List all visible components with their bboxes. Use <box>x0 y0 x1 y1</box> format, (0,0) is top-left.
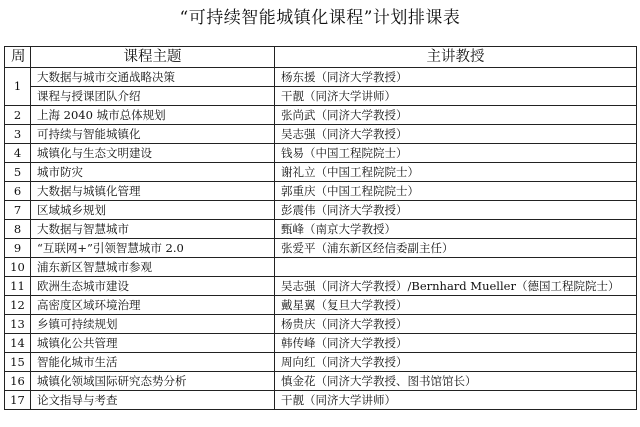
table-row <box>5 391 637 410</box>
lecturer-cell: 张爱平（浦东新区经信委副主任） <box>275 239 637 258</box>
lecturer-cell: 谢礼立（中国工程院院士） <box>275 163 637 182</box>
week-cell: 9 <box>5 239 31 258</box>
table-row <box>5 353 637 372</box>
table-row <box>5 277 637 296</box>
topic-cell: 城镇化与生态文明建设 <box>31 144 275 163</box>
topic-cell: 可持续与智能城镇化 <box>31 125 275 144</box>
lecturer-cell: 周向红（同济大学教授） <box>275 353 637 372</box>
topic-cell: 城镇化公共管理 <box>31 334 275 353</box>
lecturer-cell: 甄峰（南京大学教授） <box>275 220 637 239</box>
week-cell: 3 <box>5 125 31 144</box>
week-cell: 14 <box>5 334 31 353</box>
topic-cell: 城市防灾 <box>31 163 275 182</box>
table-row <box>5 182 637 201</box>
lecturer-cell <box>275 258 637 277</box>
table-row <box>5 258 637 277</box>
header-lecturer: 主讲教授 <box>275 47 637 68</box>
week-cell: 15 <box>5 353 31 372</box>
table-row <box>5 144 637 163</box>
table-row <box>5 106 637 125</box>
topic-cell: 课程与授课团队介绍 <box>31 87 275 106</box>
topic-cell: 大数据与智慧城市 <box>31 220 275 239</box>
table-row <box>5 239 637 258</box>
topic-cell: 上海 2040 城市总体规划 <box>31 106 275 125</box>
topic-cell: 浦东新区智慧城市参观 <box>31 258 275 277</box>
week-cell: 8 <box>5 220 31 239</box>
table-row <box>5 125 637 144</box>
table-row <box>5 163 637 182</box>
week-cell: 4 <box>5 144 31 163</box>
topic-cell: 区域城乡规划 <box>31 201 275 220</box>
table-row <box>5 68 637 87</box>
topic-cell: 论文指导与考查 <box>31 391 275 410</box>
week-cell: 16 <box>5 372 31 391</box>
table-row <box>5 315 637 334</box>
lecturer-cell: 干靓（同济大学讲师） <box>275 391 637 410</box>
topic-cell: 大数据与城镇化管理 <box>31 182 275 201</box>
lecturer-cell: 杨贵庆（同济大学教授） <box>275 315 637 334</box>
lecturer-cell: 吴志强（同济大学教授）/Bernhard Mueller（德国工程院院士） <box>275 277 637 296</box>
topic-cell: 乡镇可持续规划 <box>31 315 275 334</box>
table-row <box>5 334 637 353</box>
header-topic: 课程主题 <box>31 47 275 68</box>
table-row <box>5 87 637 106</box>
week-cell: 17 <box>5 391 31 410</box>
topic-cell: 欧洲生态城市建设 <box>31 277 275 296</box>
lecturer-cell: 干靓（同济大学讲师） <box>275 87 637 106</box>
week-cell: 1 <box>5 68 31 106</box>
table-row <box>5 296 637 315</box>
topic-cell: 大数据与城市交通战略决策 <box>31 68 275 87</box>
week-cell: 6 <box>5 182 31 201</box>
topic-cell: 高密度区域环境治理 <box>31 296 275 315</box>
lecturer-cell: 钱易（中国工程院院士） <box>275 144 637 163</box>
week-cell: 2 <box>5 106 31 125</box>
schedule-table <box>4 46 637 410</box>
week-cell: 10 <box>5 258 31 277</box>
header-row <box>5 47 637 68</box>
lecturer-cell: 戴星翼（复旦大学教授） <box>275 296 637 315</box>
week-cell: 11 <box>5 277 31 296</box>
week-cell: 12 <box>5 296 31 315</box>
document-title: “可持续智能城镇化课程”计划排课表 <box>179 8 461 28</box>
lecturer-cell: 郭重庆（中国工程院院士） <box>275 182 637 201</box>
week-cell: 13 <box>5 315 31 334</box>
lecturer-cell: 张尚武（同济大学教授） <box>275 106 637 125</box>
topic-cell: 城镇化领域国际研究态势分析 <box>31 372 275 391</box>
week-cell: 7 <box>5 201 31 220</box>
table-row <box>5 372 637 391</box>
week-cell: 5 <box>5 163 31 182</box>
topic-cell: 智能化城市生活 <box>31 353 275 372</box>
topic-cell: “互联网+”引领智慧城市 2.0 <box>31 239 275 258</box>
lecturer-cell: 慎金花（同济大学教授、图书馆馆长） <box>275 372 637 391</box>
table-row <box>5 201 637 220</box>
lecturer-cell: 韩传峰（同济大学教授） <box>275 334 637 353</box>
lecturer-cell: 吴志强（同济大学教授） <box>275 125 637 144</box>
table-row <box>5 220 637 239</box>
header-week: 周 <box>5 47 31 68</box>
lecturer-cell: 彭震伟（同济大学教授） <box>275 201 637 220</box>
lecturer-cell: 杨东援（同济大学教授） <box>275 68 637 87</box>
